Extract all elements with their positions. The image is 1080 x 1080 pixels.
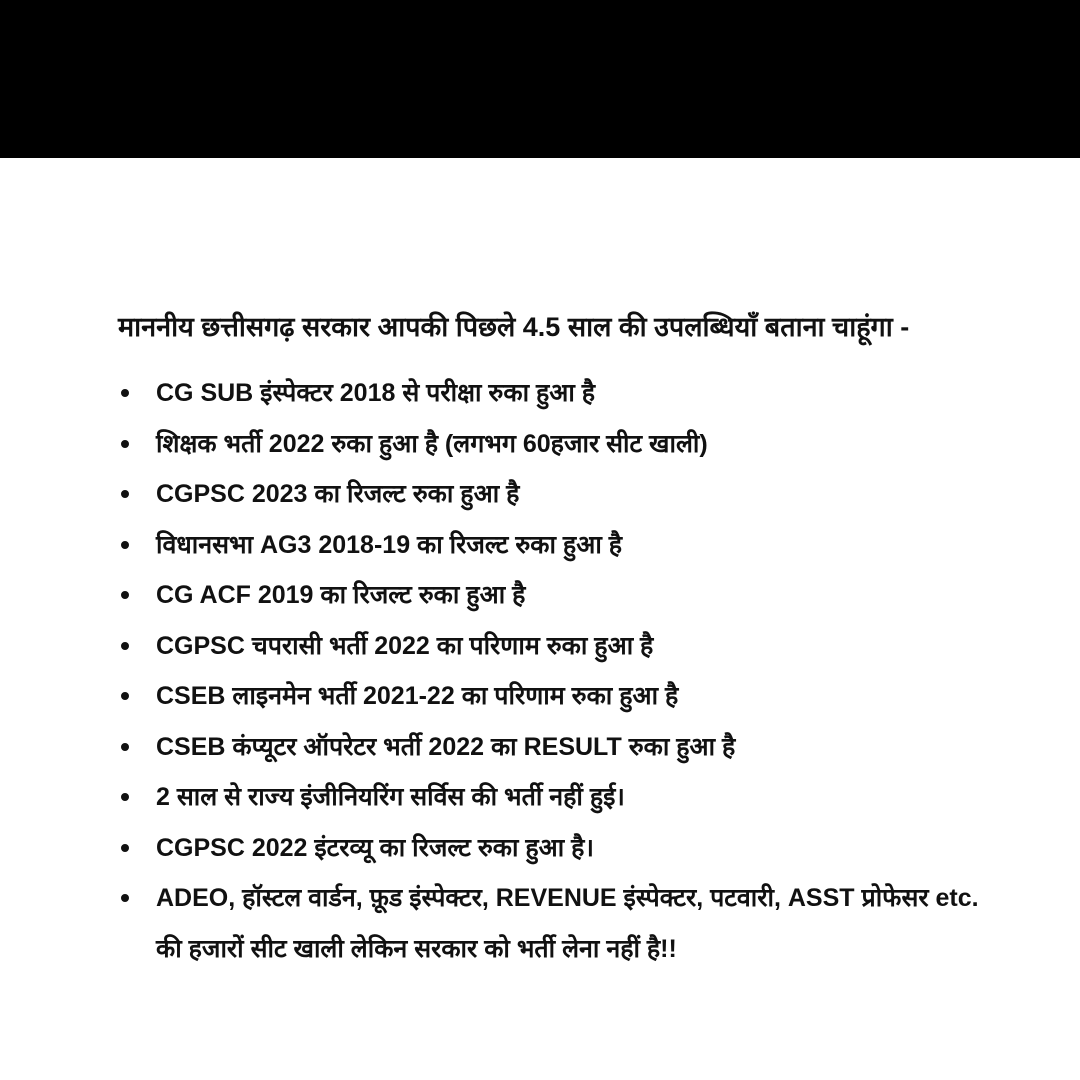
list-item: CG SUB इंस्पेक्टर 2018 से परीक्षा रुका हुआ है: [118, 368, 998, 419]
list-item: CG ACF 2019 का रिजल्ट रुका हुआ है: [118, 570, 998, 621]
list-item: CSEB कंप्यूटर ऑपरेटर भर्ती 2022 का RESULT रुका हुआ है: [118, 722, 998, 773]
document-body: [118, 298, 998, 974]
list-item: ADEO, हॉस्टल वार्डन, फ़ूड इंस्पेक्टर, REVENUE इंस्पेक्टर, पटवारी, ASST प्रोफेसर etc. की हजारों सीट खाली लेकिन सरकार को भर्ती लेना नहीं है!!: [118, 873, 998, 974]
list-item: CSEB लाइनमेन भर्ती 2021-22 का परिणाम रुका हुआ है: [118, 671, 998, 722]
list-item: CGPSC 2023 का रिजल्ट रुका हुआ है: [118, 469, 998, 520]
list-item: विधानसभा AG3 2018-19 का रिजल्ट रुका हुआ है: [118, 520, 998, 571]
top-black-bar: [0, 0, 1080, 158]
achievements-list: [118, 368, 998, 974]
list-item: CGPSC चपरासी भर्ती 2022 का परिणाम रुका हुआ है: [118, 621, 998, 672]
list-item: शिक्षक भर्ती 2022 रुका हुआ है (लगभग 60हजार सीट खाली): [118, 419, 998, 470]
intro-text: माननीय छत्तीसगढ़ सरकार आपकी पिछले 4.5 साल की उपलब्धियाँ बताना चाहूंगा -: [118, 312, 910, 342]
list-item: 2 साल से राज्य इंजीनियरिंग सर्विस की भर्ती नहीं हुई।: [118, 772, 998, 823]
list-item: CGPSC 2022 इंटरव्यू का रिजल्ट रुका हुआ है।: [118, 823, 998, 874]
